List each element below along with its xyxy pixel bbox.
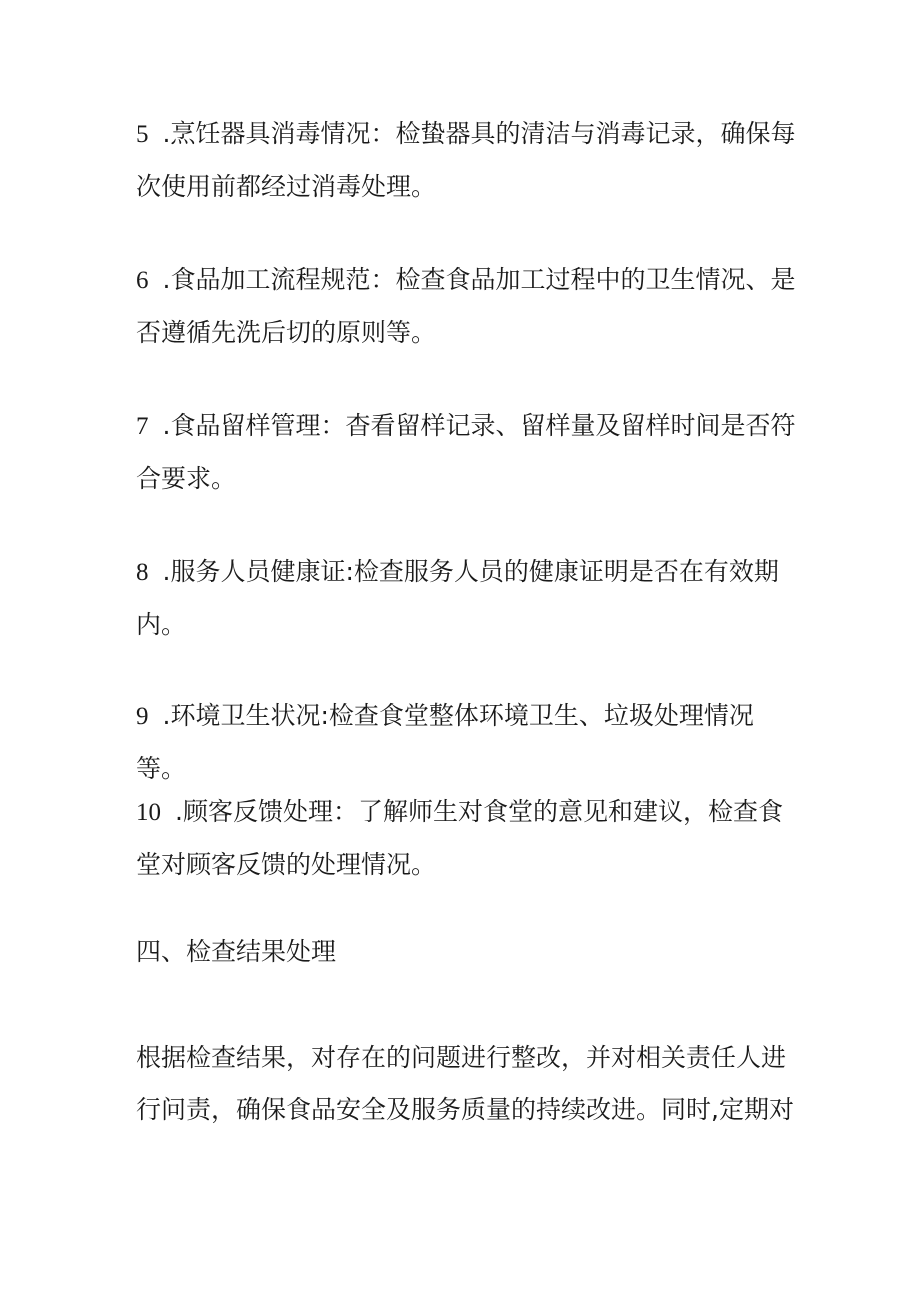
closing-paragraph: 根据检查结果，对存在的问题进行整改，并对相关责任人进行问责，确保食品安全及服务质量的持续改进。同时,定期对 xyxy=(136,1043,794,1124)
list-item-6 xyxy=(136,254,796,359)
item-number: 7 xyxy=(136,413,149,440)
item-text: .环境卫生状况:检查食堂整体环境卫生、垃圾处理情况等。 xyxy=(136,701,754,783)
section-heading: 四、检查结果处理 xyxy=(136,937,337,966)
list-item-9 xyxy=(136,690,796,795)
item-text: .服务人员健康证:检查服务人员的健康证明是否在有效期内。 xyxy=(136,557,779,639)
item-number: 8 xyxy=(136,559,149,586)
item-text: .顾客反馈处理：了解师生对食堂的意见和建议，检查食堂对顾客反馈的处理情况。 xyxy=(136,797,783,879)
list-item-10 xyxy=(136,786,796,891)
item-text: .食品留样管理：杳看留样记录、留样量及留样时间是否符合要求。 xyxy=(136,411,796,493)
item-number: 5 xyxy=(136,121,149,148)
list-item-7 xyxy=(136,400,796,505)
item-number: 9 xyxy=(136,703,149,730)
list-item-8 xyxy=(136,546,796,651)
item-number: 10 xyxy=(136,799,161,826)
item-text: .烹饪器具消毒情况：检蛰器具的清洁与消毒记录，确保每次使用前都经过消毒处理。 xyxy=(136,119,796,201)
list-item-5 xyxy=(136,108,796,213)
item-number: 6 xyxy=(136,267,149,294)
item-text: .食品加工流程规范：检查食品加工过程中的卫生情况、是否遵循先洗后切的原则等。 xyxy=(136,265,796,347)
